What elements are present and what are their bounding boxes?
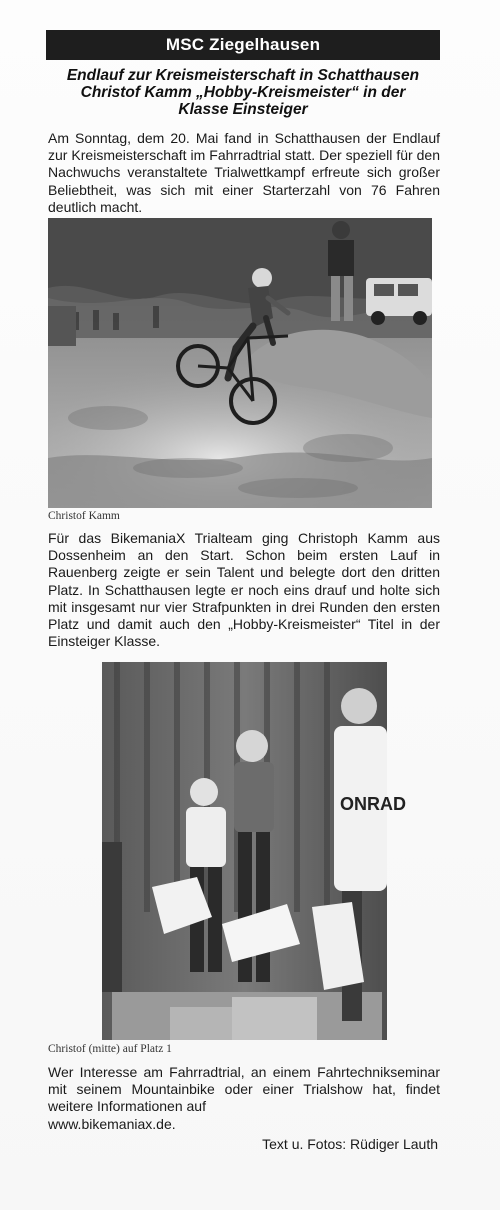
section-banner: MSC Ziegelhausen (46, 30, 440, 60)
photo2-caption: Christof (mitte) auf Platz 1 (48, 1043, 172, 1055)
paragraph-info-text: Wer Interesse am Fahrradtrial, an einem Fahrtechnikseminar mit seinem Mountainbike oder einer Trialshow hat, findet weitere Informationen auf (48, 1064, 440, 1115)
headline-line-2: Christof Kamm „Hobby-Kreismeister“ in der (80, 84, 406, 101)
photo-credit: Text u. Fotos: Rüdiger Lauth (262, 1136, 438, 1152)
photo-podium (102, 662, 406, 1040)
article-headline (48, 67, 438, 118)
paragraph-intro: Am Sonntag, dem 20. Mai fand in Schatthausen der Endlauf zur Kreismeisterschaft im Fahrradtrial statt. Der speziell für den Nachwuchs veranstaltete Trialwettkampf erfreute sich großer Beliebtheit, was sich mit einer Starterzahl von 76 Fahren deutlich macht. (48, 130, 440, 215)
website-link[interactable]: www.bikemaniax.de. (48, 1115, 176, 1132)
paragraph-info (48, 1064, 440, 1133)
headline-line-3: Klasse Einsteiger (178, 101, 308, 118)
headline-line-1: Endlauf zur Kreismeisterschaft in Schatthausen (66, 67, 420, 84)
photo-bike-trial (48, 218, 432, 508)
paragraph-results: Für das BikemaniaX Trialteam ging Christoph Kamm aus Dossenheim an den Start. Schon beim ersten Lauf in Rauenberg zeigte er sein Talent und belegte dort den dritten Platz. In Schatthausen legte er noch eins drauf und holte sich mit insgesamt nur vier Strafpunkten in drei Runden den ersten Platz und damit auch den „Hobby-Kreismeister“ Titel in der Einsteiger Klasse. (48, 530, 440, 650)
photo1-caption: Christof Kamm (48, 510, 120, 522)
jersey-lettering: ONRAD (340, 794, 406, 814)
